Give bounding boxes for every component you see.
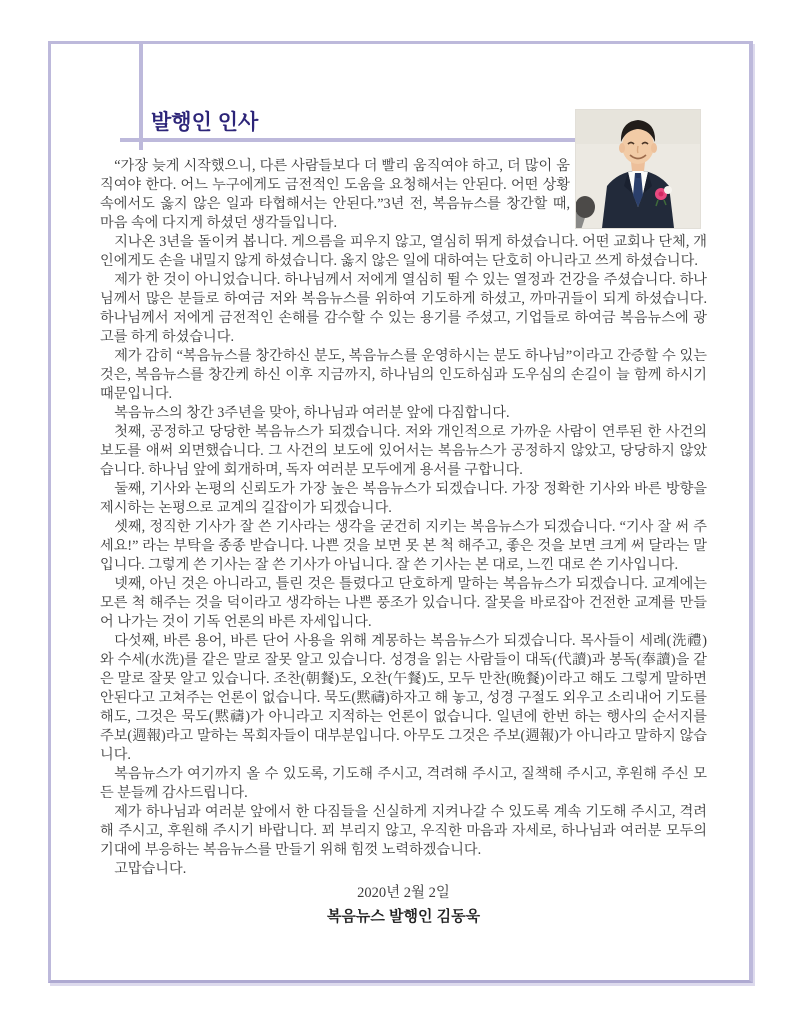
body-paragraph-8: 셋째, 정직한 기사가 잘 쓴 기사라는 생각을 굳건히 지키는 복음뉴스가 되겠습니다. “기사 잘 써 주세요!” 라는 부탁을 종종 받습니다. 나쁜 것을 보면 못 본 척 해주고, 좋은 것을 보면 크게 써 달라는 말입니다. 그렇게 쓴 기사는 잘 쓴 기사가 아닙니다. 잘 쓴 기사는 본 대로, 느낀 대로 쓴 기사입니다. bbox=[100, 519, 707, 573]
body-paragraph-9: 넷째, 아닌 것은 아니라고, 틀린 것은 틀렸다고 단호하게 말하는 복음뉴스가 되겠습니다. 교계에는 모른 척 해주는 것을 덕이라고 생각하는 나쁜 풍조가 있습니다. 잘못을 바로잡아 건전한 교계를 만들어 나가는 것이 기독 언론의 바른 자세입니다. bbox=[100, 576, 707, 630]
page-title: 발행인 인사 bbox=[151, 111, 259, 134]
body-paragraph-2: 지나온 3년을 돌이켜 봅니다. 게으름을 피우지 않고, 열심히 뛰게 하셨습니다. 어떤 교회나 단체, 개인에게도 손을 내밀지 않게 하셨습니다. 옳지 않은 일에 대하여는 단호히 아니라고 쓰게 하셨습니다. bbox=[100, 234, 707, 269]
signature-line: 복음뉴스 발행인 김동욱 bbox=[326, 908, 481, 925]
body-paragraph-5: 복음뉴스의 창간 3주년을 맞아, 하나님과 여러분 앞에 다짐합니다. bbox=[114, 405, 510, 421]
body-paragraph-10: 다섯째, 바른 용어, 바른 단어 사용을 위해 계몽하는 복음뉴스가 되겠습니다. 목사들이 세례(洗禮)와 수세(水洗)를 같은 말로 잘못 알고 있습니다. 성경을 읽는 사람들이 대독(代讀)과 봉독(奉讀)을 같은 말로 잘못 알고 있습니다. 조찬(朝餐)도, 오찬(午餐)도, 모두 만찬(晩餐)이라고 해도 그렇게 말하면 안된다고 고쳐주는 언론이 없습니다. 묵도(黙禱)하자고 해 놓고, 성경 구절도 외우고 소리내어 기도를 해도, 그것은 묵도(黙禱)가 아니라고 지적하는 언론이 없습니다. 일년에 한번 하는 행사의 순서지를 주보(週報)라고 말하는 목회자들이 대부분입니다. 아무도 그것은 주보(週報)가 아니라고 말하지 않습니다. bbox=[100, 633, 707, 763]
date-line: 2020년 2월 2일 bbox=[357, 885, 450, 901]
closing-block bbox=[100, 884, 707, 926]
body-paragraph-1: “가장 늦게 시작했으니, 다른 사람들보다 더 빨리 움직여야 하고, 더 많이 움직여야 한다. 어느 누구에게도 금전적인 도움을 요청해서는 안된다. 어떤 상황 속에서도 옳지 않은 일과 타협해서는 안된다.”3년 전, 복음뉴스를 창간할 때, 마음 속에 다지게 하셨던 생각들입니다. bbox=[100, 158, 570, 231]
article-body bbox=[100, 157, 707, 926]
body-paragraph-3: 제가 한 것이 아니었습니다. 하나님께서 저에게 열심히 뛸 수 있는 열정과 건강을 주셨습니다. 하나님께서 많은 분들로 하여금 저와 복음뉴스를 위하여 기도하게 하셨고, 까마귀들이 되게 하셨습니다. 하나님께서 저에게 금전적인 손해를 감수할 수 있는 용기를 주셨고, 기업들로 하여금 복음뉴스에 광고를 하게 하셨습니다. bbox=[100, 272, 707, 345]
body-paragraph-12: 제가 하나님과 여러분 앞에서 한 다짐들을 신실하게 지켜나갈 수 있도록 계속 기도해 주시고, 격려해 주시고, 후원해 주시기 바랍니다. 꾀 부리지 않고, 우직한 마음과 자세로, 하나님과 여러분 모두의 기대에 부응하는 복음뉴스를 만들기 위해 힘껏 노력하겠습니다. bbox=[100, 804, 707, 858]
title-vertical-accent-line bbox=[139, 44, 143, 150]
body-paragraph-7: 둘째, 기사와 논평의 신뢰도가 가장 높은 복음뉴스가 되겠습니다. 가장 정확한 기사와 바른 방향을 제시하는 논평으로 교계의 길잡이가 되겠습니다. bbox=[100, 481, 707, 516]
photo-wrap-spacer bbox=[570, 157, 707, 229]
title-underline bbox=[120, 138, 575, 142]
body-paragraph-6: 첫째, 공정하고 당당한 복음뉴스가 되겠습니다. 저와 개인적으로 가까운 사람이 연루된 한 사건의 보도를 애써 외면했습니다. 그 사건의 보도에 있어서는 복음뉴스가 공정하지 않았고, 당당하지 않았습니다. 하나님 앞에 회개하며, 독자 여러분 모두에게 용서를 구합니다. bbox=[100, 424, 707, 478]
body-paragraph-13: 고맙습니다. bbox=[114, 861, 187, 877]
body-paragraph-11: 복음뉴스가 여기까지 올 수 있도록, 기도해 주시고, 격려해 주시고, 질책해 주시고, 후원해 주신 모든 분들께 감사드립니다. bbox=[100, 766, 707, 801]
body-paragraph-4: 제가 감히 “복음뉴스를 창간하신 분도, 복음뉴스를 운영하시는 분도 하나님”이라고 간증할 수 있는 것은, 복음뉴스를 창간케 하신 이후 지금까지, 하나님의 인도하심과 도우심의 손길이 늘 함께 하시기 때문입니다. bbox=[100, 348, 707, 402]
